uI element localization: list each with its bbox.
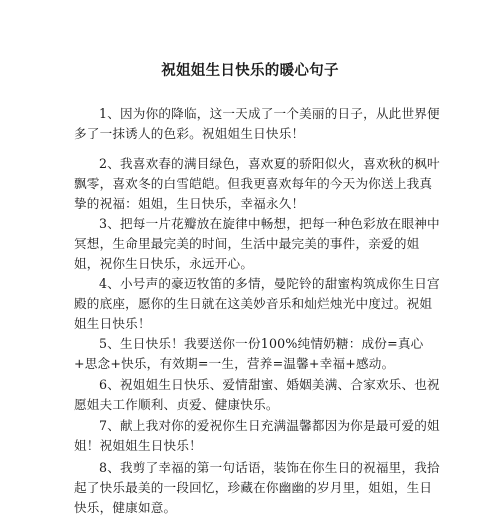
paragraph: 8、我剪了幸福的第一句话语，装饰在你生日的祝福里，我拾起了快乐最美的一段回忆，珍藏在你幽幽的岁月里，姐姐，生日快乐，健康如意。 xyxy=(74,460,440,515)
paragraph: 6、祝姐姐生日快乐、爱情甜蜜、婚姻美满、合家欢乐、也祝愿姐夫工作顺利、贞爱、健康快乐。 xyxy=(74,377,440,412)
paragraph: 2、我喜欢春的满目绿色，喜欢夏的骄阳似火，喜欢秋的枫叶飘零，喜欢冬的白雪皑皑。但我更喜欢每年的今天为你送上我真挚的祝福：姐姐，生日快乐，幸福永久！ xyxy=(74,156,440,211)
paragraph: 4、小号声的豪迈牧笛的多情，曼陀铃的甜蜜构筑成你生日宫殿的底座，愿你的生日就在这美妙音乐和灿烂烛光中度过。祝姐姐生日快乐！ xyxy=(74,276,440,331)
paragraph: 1、因为你的降临，这一天成了一个美丽的日子，从此世界便多了一抹诱人的色彩。祝姐姐生日快乐！ xyxy=(74,106,440,141)
paragraph: 7、献上我对你的爱祝你生日充满温馨都因为你是最可爱的姐姐！祝姐姐生日快乐！ xyxy=(74,418,440,453)
paragraph: 3、把每一片花瓣放在旋律中畅想，把每一种色彩放在眼神中冥想，生命里最完美的时间，生活中最完美的事件，亲爱的姐姐，祝你生日快乐，永远开心。 xyxy=(74,216,440,271)
paragraph: 5、生日快乐！我要送你一份100%纯情奶糖：成份=真心+思念+快乐，有效期=一生，营养=温馨+幸福+感动。 xyxy=(74,336,424,371)
document-title: 祝姐姐生日快乐的暖心句子 xyxy=(161,63,339,79)
